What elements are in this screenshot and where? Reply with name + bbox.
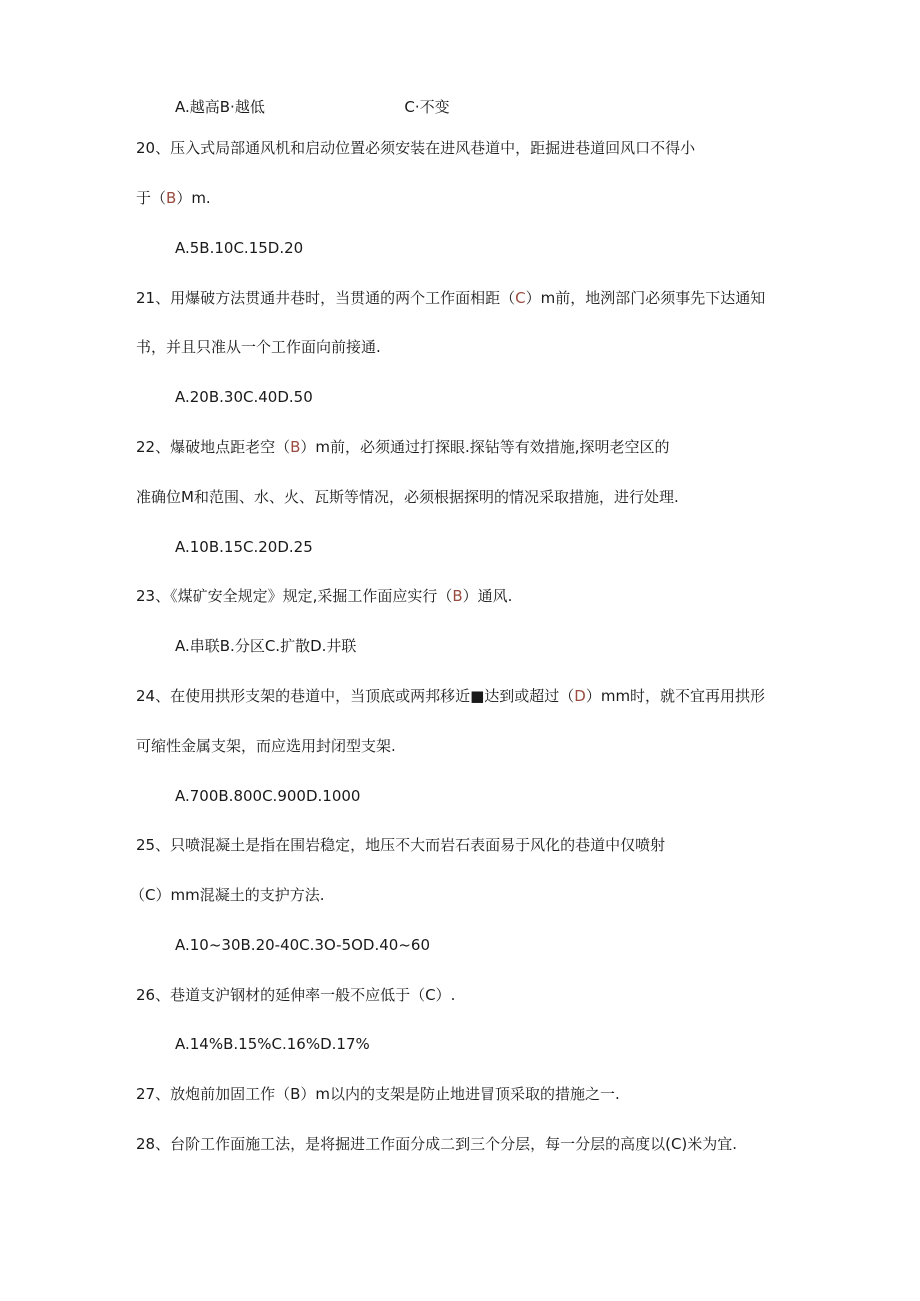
options-line-24: A.700B.800C.900D.1000 xyxy=(175,787,361,805)
answer-marker: D xyxy=(574,687,586,705)
question-26: 26、巷道支沪钢材的延伸率一般不应低于（C）. xyxy=(136,986,456,1004)
question-24-line-1: 24、在使用拱形支架的巷道中，当顶底或两邦移近■达到或超过（D）mm时，就不宜再用拱形 xyxy=(136,687,766,705)
question-25-line-1: 25、只喷混凝土是指在围岩稳定，地压不大而岩石表面易于风化的巷道中仅喷射 xyxy=(136,836,666,854)
options-line-21: A.20B.30C.40D.50 xyxy=(175,388,313,406)
option-text-ab: A.越高B·越低 xyxy=(175,98,265,116)
answer-marker: C xyxy=(515,289,526,307)
answer-marker: B xyxy=(166,189,177,207)
question-21-line-1: 21、用爆破方法贯通井巷时，当贯通的两个工作面相距（C）m前，地洌部门必须事先下达通知 xyxy=(136,289,766,307)
answer-marker: B xyxy=(452,587,463,605)
options-line-25: A.10~30B.20-40C.3O-5OD.40~60 xyxy=(175,936,430,954)
options-line-20: A.5B.10C.15D.20 xyxy=(175,239,304,257)
question-20-line-1: 20、压入式局部通风机和启动位置必须安装在进风巷道中，距掘进巷道回风口不得小 xyxy=(136,139,696,157)
options-line-19 xyxy=(175,97,450,117)
option-text-c: C·不变 xyxy=(404,98,450,116)
options-line-26: A.14%B.15%C.16%D.17% xyxy=(175,1035,370,1053)
options-line-22: A.10B.15C.20D.25 xyxy=(175,538,313,556)
options-line-23: A.串联B.分区C.扩散D.井联 xyxy=(175,637,357,655)
question-21-line-2: 书，并且只准从一个工作面向前接通. xyxy=(136,338,381,356)
question-25-line-2: （C）mm混凝土的支护方法. xyxy=(130,886,325,904)
answer-marker: B xyxy=(290,438,301,456)
question-20-line-2: 于（B）m. xyxy=(136,189,211,207)
question-28: 28、台阶工作面施工法，是将掘进工作面分成二到三个分层，每一分层的高度以(C)米为宜. xyxy=(136,1135,738,1153)
question-24-line-2: 可缩性金属支架，而应选用封闭型支架. xyxy=(136,737,396,755)
question-22-line-1: 22、爆破地点距老空（B）m前，必须通过打探眼.探钻等有效措施,探明老空区的 xyxy=(136,438,670,456)
question-27: 27、放炮前加固工作（B）m以内的支架是防止地进冒顶采取的措施之一. xyxy=(136,1085,620,1103)
question-22-line-2: 准确位M和范围、水、火、瓦斯等情况，必须根据探明的情况采取措施，进行处理. xyxy=(136,488,679,506)
question-23: 23、《煤矿安全规定》规定,采掘工作面应实行（B）通风. xyxy=(136,587,513,605)
